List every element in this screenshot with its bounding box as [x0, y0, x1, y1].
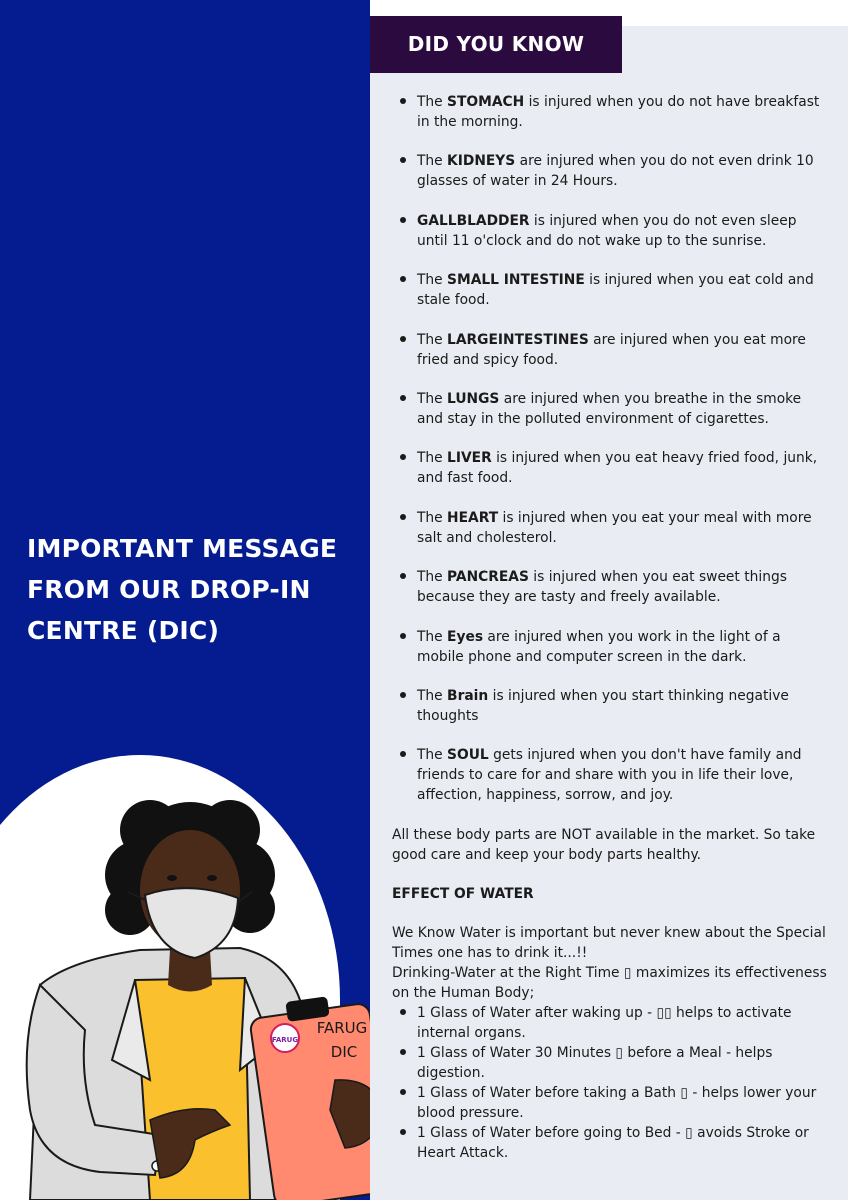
- section-title: DID YOU KNOW: [370, 16, 622, 73]
- fact-organ: GALLBLADDER: [417, 212, 530, 229]
- content-body: [392, 92, 828, 1163]
- fact-organ: SMALL INTESTINE: [447, 272, 585, 289]
- water-intro-1: We Know Water is important but never knew about the Special Times one has to drink it...!!: [392, 924, 826, 961]
- water-intro-2: Drinking-Water at the Right Time ▯ maximizes its effectiveness on the Human Body;: [392, 964, 827, 1001]
- bullet-icon: [400, 395, 406, 401]
- clipboard-line-1: FARUG: [316, 1019, 368, 1037]
- bullet-icon: [400, 633, 406, 639]
- fact-item: The SMALL INTESTINE is injured when you eat cold and stale food.: [392, 270, 828, 310]
- fact-item: The LUNGS are injured when you breathe in the smoke and stay in the polluted environment of cigarettes.: [392, 389, 828, 429]
- fact-item: The KIDNEYS are injured when you do not even drink 10 glasses of water in 24 Hours.: [392, 151, 828, 191]
- facts-list: [392, 92, 828, 805]
- summary-text: All these body parts are NOT available in the market. So take good care and keep your body parts healthy.: [392, 826, 816, 863]
- water-times-list: [392, 1003, 828, 1163]
- bullet-icon: [400, 454, 406, 460]
- bullet-icon: [400, 336, 406, 342]
- fact-organ: HEART: [447, 509, 499, 526]
- fact-item: The STOMACH is injured when you do not have breakfast in the morning.: [392, 92, 828, 132]
- water-time-item: 1 Glass of Water before going to Bed - ▯ avoids Stroke or Heart Attack.: [392, 1123, 828, 1163]
- fact-organ: STOMACH: [447, 94, 525, 110]
- fact-organ: PANCREAS: [447, 569, 529, 586]
- fact-organ: KIDNEYS: [447, 153, 516, 170]
- fact-organ: Brain: [447, 687, 489, 704]
- bullet-icon: [400, 1129, 406, 1135]
- fact-item: The LARGEINTESTINES are injured when you eat more fried and spicy food.: [392, 330, 828, 370]
- fact-item: The Eyes are injured when you work in the light of a mobile phone and computer screen in the dark.: [392, 627, 828, 667]
- clipboard-line-2: DIC: [330, 1043, 358, 1061]
- left-panel: [0, 0, 370, 1200]
- bullet-icon: [400, 217, 406, 223]
- fact-organ: LUNGS: [447, 390, 500, 407]
- logo-text: FARUG: [271, 1036, 299, 1044]
- headline: IMPORTANT MESSAGE FROM OUR DROP-IN CENTRE (DIC): [27, 534, 338, 645]
- bullet-icon: [400, 276, 406, 282]
- fact-organ: LIVER: [447, 450, 492, 467]
- fact-item: The LIVER is injured when you eat heavy fried food, junk, and fast food.: [392, 448, 828, 488]
- fact-item: The SOUL gets injured when you don't have family and friends to care for and share with you in life their love, affection, happiness, sorrow, and joy.: [392, 745, 828, 805]
- bullet-icon: [400, 573, 406, 579]
- fact-item: The HEART is injured when you eat your meal with more salt and cholesterol.: [392, 508, 828, 548]
- bullet-icon: [400, 1089, 406, 1095]
- fact-item: GALLBLADDER is injured when you do not even sleep until 11 o'clock and do not wake up to the sunrise.: [392, 211, 828, 251]
- fact-organ: Eyes: [447, 628, 484, 645]
- bullet-icon: [400, 1009, 406, 1015]
- bullet-icon: [400, 157, 406, 163]
- bullet-icon: [400, 751, 406, 757]
- fact-organ: SOUL: [447, 747, 489, 764]
- water-time-item: 1 Glass of Water 30 Minutes ▯ before a Meal - helps digestion.: [392, 1043, 828, 1083]
- fact-item: The Brain is injured when you start thinking negative thoughts: [392, 686, 828, 726]
- health-worker-illustration: [0, 780, 370, 1200]
- water-heading: EFFECT OF WATER: [392, 885, 534, 902]
- bullet-icon: [400, 692, 406, 698]
- fact-item: The PANCREAS is injured when you eat sweet things because they are tasty and freely available.: [392, 567, 828, 607]
- water-time-item: 1 Glass of Water after waking up - ▯▯ helps to activate internal organs.: [392, 1003, 828, 1043]
- bullet-icon: [400, 514, 406, 520]
- water-time-item: 1 Glass of Water before taking a Bath ▯ - helps lower your blood pressure.: [392, 1083, 828, 1123]
- fact-organ: LARGEINTESTINES: [447, 331, 589, 348]
- bullet-icon: [400, 98, 406, 104]
- bullet-icon: [400, 1049, 406, 1055]
